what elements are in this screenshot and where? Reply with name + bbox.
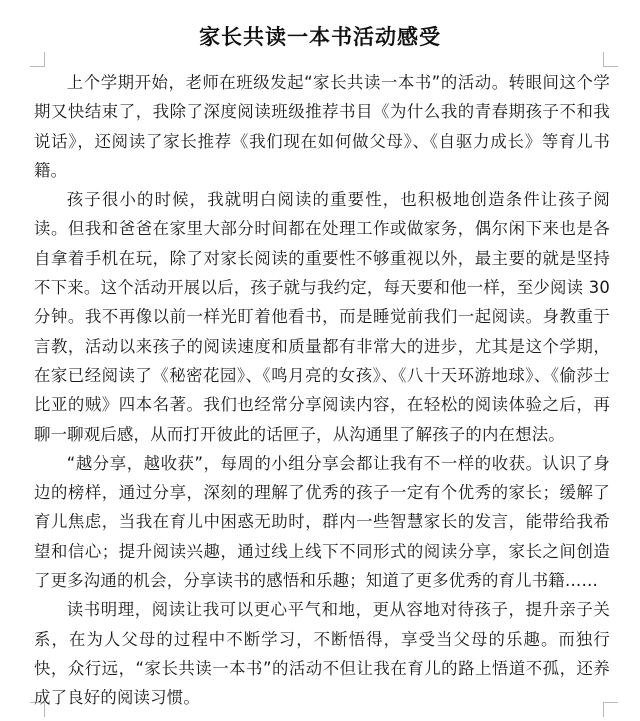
paragraph-1: 上个学期开始，老师在班级发起“家长共读一本书”的活动。转眼间这个学期又快结束了，我除了深度阅读班级推荐书目《为什么我的青春期孩子不和我说话》，还阅读了家长推荐《我们现在如何做父母》、《自驱力成长》等育儿书籍。	[34, 73, 610, 180]
paragraph-2: 孩子很小的时候，我就明白阅读的重要性，也积极地创造条件让孩子阅读。但我和爸爸在家里大部分时间都在处理工作或做家务，偶尔闲下来也是各自拿着手机在玩，除了对家长阅读的重要性不够重视以外，最主要的就是坚持不下来。这个活动开展以后，孩子就与我约定，每天要和他一样，至少阅读 30 分钟。我不再像以前一样光盯着他看书，而是睡觉前我们一起阅读。身教重于言教，活动以来孩子的阅读速度和质量都有非常大的进步，尤其是这个学期，在家已经阅读了《秘密花园》、《鸣月亮的女孩》、《八十天环游地球》、《偷莎士比亚的贼》四本名著。我们也经常分享阅读内容，在轻松的阅读体验之后，再聊一聊观后感，从而打开彼此的话匣子，从沟通里了解孩子的内在想法。	[34, 190, 610, 444]
paragraph-3: “越分享，越收获”，每周的小组分享会都让我有不一样的收获。认识了身边的榜样，通过分享，深刻的理解了优秀的孩子一定有个优秀的家长；缓解了育儿焦虑，当我在育儿中困惑无助时，群内一些智慧家长的发言，能带给我希望和信心；提升阅读兴趣，通过线上线下不同形式的阅读分享，家长之间创造了更多沟通的机会，分享读书的感悟和乐趣；知道了更多优秀的育儿书籍……	[34, 453, 610, 591]
document-body	[34, 68, 610, 713]
page-corner-mark	[30, 52, 45, 67]
document-title: 家长共读一本书活动感受	[199, 24, 441, 50]
page-corner-mark	[603, 52, 618, 67]
paragraph-4: 读书明理，阅读让我可以更心平气和地，更从容地对待孩子，提升亲子关系，在为人父母的过程中不断学习，不断悟得，享受当父母的乐趣。而独行快，众行远，“家长共读一本书”的活动不但让我在育儿的路上悟道不孤，还养成了良好的阅读习惯。	[34, 600, 610, 708]
